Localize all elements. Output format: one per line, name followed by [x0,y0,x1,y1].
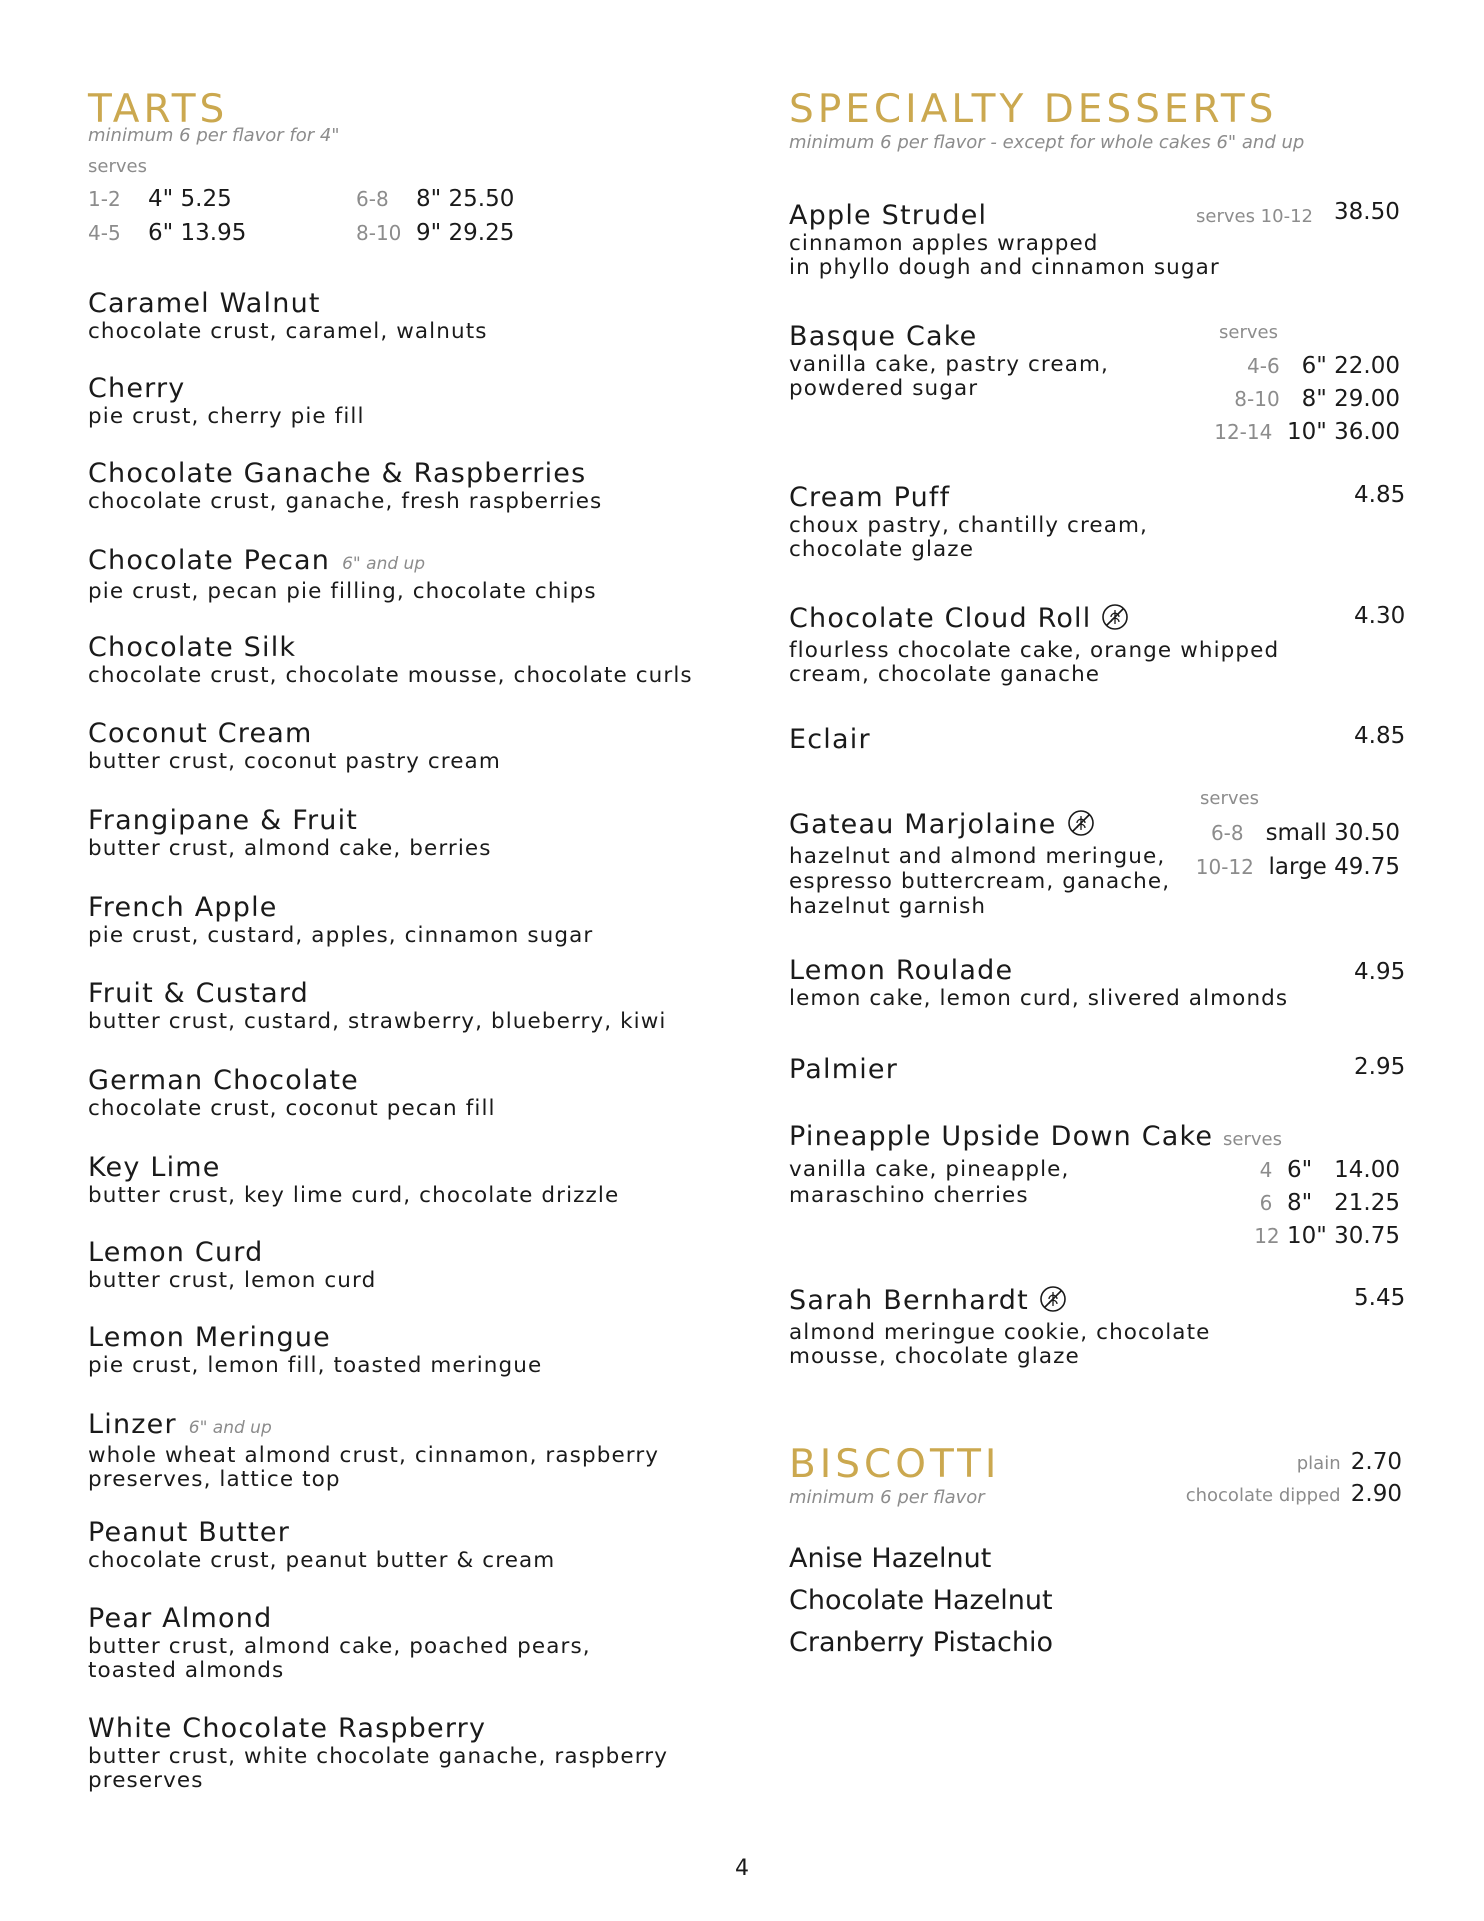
tart-item: Lemon Curd butter crust, lemon curd [88,1237,377,1293]
tart-item: Frangipane & Fruit butter crust, almond cake, berries [88,805,492,861]
size-note: 6" and up [188,1418,272,1438]
tart-item: Lemon Meringue pie crust, lemon fill, toasted meringue [88,1322,543,1378]
page-number: 4 [735,1856,749,1881]
apple-strudel-price: 38.50 [1334,199,1400,225]
tart-item: Caramel Walnut chocolate crust, caramel, walnuts [88,288,488,344]
specialty-item-lemon-roulade: Lemon Roulade lemon cake, lemon curd, slivered almonds [789,955,1289,1011]
basque-size-row: 8-10 8" 29.00 [1234,386,1400,412]
specialty-item-chocolate-cloud-roll: Chocolate Cloud Roll flourless chocolate cake, orange whipped cream, chocolate ganache [789,603,1280,687]
tart-item: German Chocolate chocolate crust, coconut pecan fill [88,1065,496,1121]
tarts-size-row: 1-2 4" 5.25 [88,186,232,212]
biscotti-dipped-price-row: chocolate dipped 2.90 [1185,1481,1402,1507]
tart-item: Peanut Butter chocolate crust, peanut butter & cream [88,1517,556,1573]
gateau-size-row: 10-12 large 49.75 [1195,854,1400,880]
biscotti-item: Anise Hazelnut [789,1543,992,1574]
tart-item: Fruit & Custard butter crust, custard, strawberry, blueberry, kiwi [88,978,667,1034]
specialty-item-eclair: Eclair [789,724,871,755]
pineapple-size-row: 6 8" 21.25 [1259,1190,1400,1216]
tarts-size-row: 4-5 6" 13.95 [88,220,247,246]
sarah-bernhardt-price: 5.45 [1354,1285,1406,1311]
cream-puff-price: 4.85 [1354,482,1406,508]
tarts-title: TARTS [88,87,229,132]
gluten-free-icon [1101,603,1129,639]
tart-item: White Chocolate Raspberry butter crust, white chocolate ganache, raspberry preserves [88,1713,669,1793]
specialty-item-cream-puff: Cream Puff choux pastry, chantilly cream, chocolate glaze [789,482,1148,562]
tart-item: Chocolate Silk chocolate crust, chocolate mousse, chocolate curls [88,632,693,688]
pineapple-size-row: 4 6" 14.00 [1259,1157,1400,1183]
biscotti-item: Chocolate Hazelnut [789,1585,1053,1616]
tart-item: Coconut Cream butter crust, coconut pastry cream [88,718,501,774]
tart-item: Linzer 6" and up whole wheat almond crust, cinnamon, raspberry preserves, lattice top [88,1409,660,1492]
gluten-free-icon [1067,809,1095,844]
lemon-roulade-price: 4.95 [1354,959,1406,985]
palmier-price: 2.95 [1354,1054,1406,1080]
apple-strudel-serves: serves 10-12 [1196,206,1313,227]
specialty-item-apple-strudel: Apple Strudel cinnamon apples wrapped in phyllo dough and cinnamon sugar [789,200,1220,280]
tarts-serves-label: serves [88,156,147,177]
tart-item: Pear Almond butter crust, almond cake, poached pears, toasted almonds [88,1603,591,1683]
gateau-serves-label: serves [1200,788,1259,809]
specialty-minimum-note: minimum 6 per flavor - except for whole cakes 6" and up [789,132,1305,153]
tart-item: Chocolate Pecan 6" and up pie crust, pecan pie filling, chocolate chips [88,545,597,604]
specialty-title: SPECIALTY DESSERTS [789,87,1278,132]
biscotti-item: Cranberry Pistachio [789,1627,1054,1658]
tarts-minimum-note: minimum 6 per flavor for 4" [88,125,340,146]
basque-size-row: 12-14 10" 36.00 [1214,419,1400,445]
tart-item: Key Lime butter crust, key lime curd, chocolate drizzle [88,1152,620,1208]
biscotti-minimum-note: minimum 6 per flavor [789,1487,985,1508]
gateau-size-row: 6-8 small 30.50 [1210,820,1400,846]
chocolate-cloud-roll-price: 4.30 [1354,603,1406,629]
tarts-size-row: 6-8 8" 25.50 [356,186,515,212]
specialty-item-basque-cake: Basque Cake vanilla cake, pastry cream, powdered sugar [789,321,1109,401]
biscotti-plain-price-row: plain 2.70 [1296,1449,1402,1475]
eclair-price: 4.85 [1354,723,1406,749]
biscotti-title: BISCOTTI [789,1442,1001,1487]
pineapple-size-row: 12 10" 30.75 [1254,1223,1400,1249]
size-note: 6" and up [342,554,426,574]
basque-serves-label: serves [1219,322,1278,343]
specialty-item-sarah-bernhardt: Sarah Bernhardt almond meringue cookie, chocolate mousse, chocolate glaze [789,1285,1211,1369]
tart-item: Cherry pie crust, cherry pie fill [88,373,365,429]
gluten-free-icon [1039,1285,1067,1321]
tart-item: Chocolate Ganache & Raspberries chocolate crust, ganache, fresh raspberries [88,458,603,514]
pineapple-serves-label: serves [1223,1129,1282,1150]
specialty-item-pineapple-upside-down-cake: Pineapple Upside Down Cake serves vanilla cake, pineapple, maraschino cherries [789,1121,1282,1208]
tarts-size-row: 8-10 9" 29.25 [356,220,515,246]
basque-size-row: 4-6 6" 22.00 [1247,353,1400,379]
specialty-item-palmier: Palmier [789,1054,899,1085]
specialty-item-gateau-marjolaine: Gateau Marjolaine hazelnut and almond meringue, espresso buttercream, ganache, hazelnut garnish [789,809,1171,919]
tart-item: French Apple pie crust, custard, apples, cinnamon sugar [88,892,594,948]
